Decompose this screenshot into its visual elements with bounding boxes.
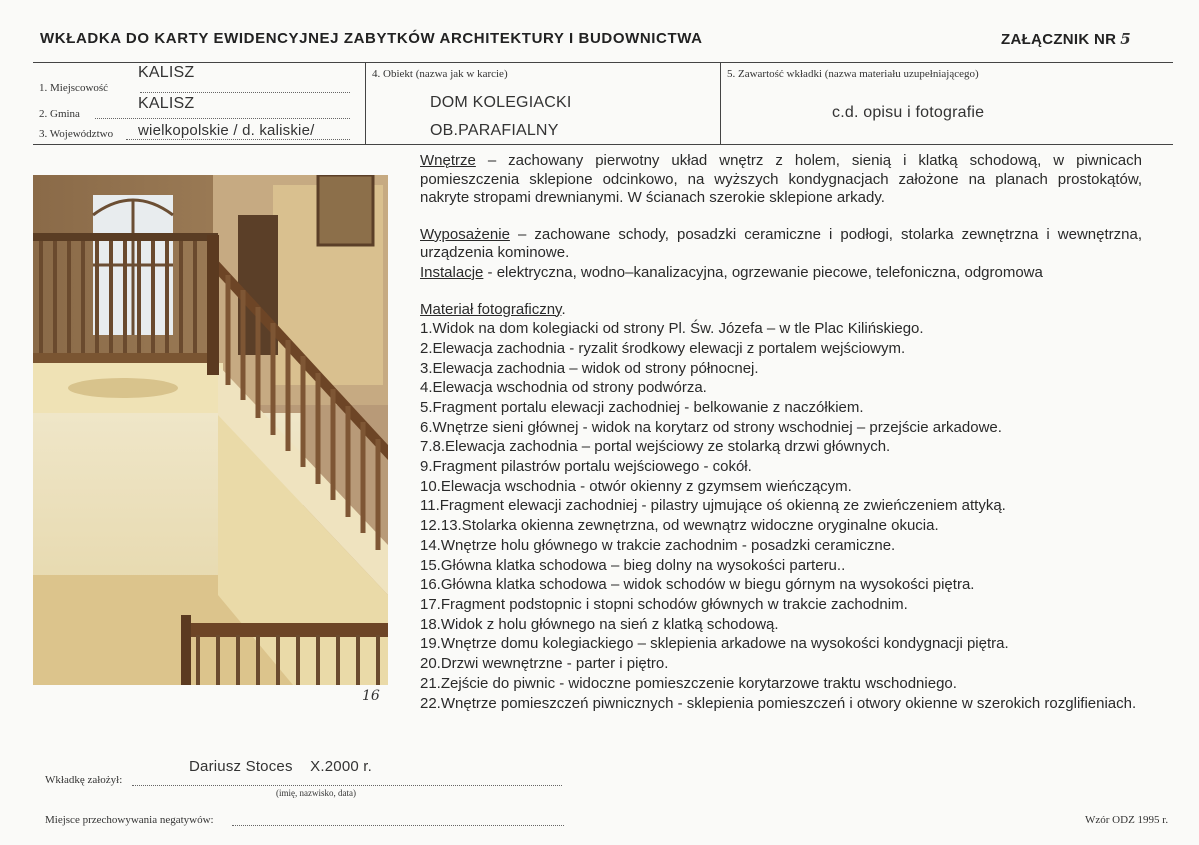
wnetrze-text: – zachowany pierwotny układ wnętrz z holem, sienią i klatką schodową, w piwnicach pomieszczenia sklepione odcinkowo, na wyższych kondygnacjach założone na planach prostokątów, nakryte stropami drewnianymi. W ścianach szerokie sklepione arkady. xyxy=(420,152,1142,207)
material-item: 3.Elewacja zachodnia – widok od strony północnej. xyxy=(420,359,759,377)
material-heading: Materiał fotograficzny. xyxy=(420,300,566,318)
wojewodztwo-dots xyxy=(126,139,350,140)
material-list xyxy=(420,319,1142,713)
material-item: 9.Fragment pilastrów portalu wejściowego - cokół. xyxy=(420,458,752,476)
material-item: 6.Wnętrze sieni głównej - widok na korytarz od strony wschodniej – przejście arkadowe. xyxy=(420,418,1002,436)
material-item: 11.Fragment elewacji zachodniej - pilastry ujmujące oś okienną ze zwieńczeniem attyką. xyxy=(420,497,1006,515)
author-date: X.2000 r. xyxy=(310,758,373,775)
header-bottom-rule xyxy=(33,144,1173,145)
material-item: 12.13.Stolarka okienna zewnętrzna, od wewnątrz widoczne oryginalne okucia. xyxy=(420,517,939,535)
material-label: Materiał fotograficzny xyxy=(420,300,562,318)
miejscowosc-dots xyxy=(140,92,350,93)
wnetrze-paragraph xyxy=(420,152,1142,208)
material-item: 22.Wnętrze pomieszczeń piwnicznych - sklepienia pomieszczeń i otwory okienne w szerokich rozglifieniach. xyxy=(420,694,1137,712)
material-item: 7.8.Elewacja zachodnia – portal wejściowy ze stolarką drzwi głównych. xyxy=(420,438,891,456)
obiekt-line1: DOM KOLEGIACKI xyxy=(430,94,572,111)
gmina-value: KALISZ xyxy=(138,95,195,112)
material-item: 15.Główna klatka schodowa – bieg dolny na wysokości parteru.. xyxy=(420,556,846,574)
wnetrze-label: Wnętrze xyxy=(420,152,476,169)
wyposazenie-text: – zachowane schody, posadzki ceramiczne i podłogi, stolarka zewnętrzna i wewnętrzna, urządzenia kominowe. xyxy=(420,225,1142,262)
attachment-label: ZAŁĄCZNIK NR xyxy=(1001,31,1117,48)
miejscowosc-value: KALISZ xyxy=(138,64,195,81)
spacer xyxy=(420,208,1142,226)
storage-dots xyxy=(232,825,564,826)
header-divider-2 xyxy=(720,62,721,144)
material-item: 2.Elewacja zachodnia - ryzalit środkowy elewacji z portalem wejściowym. xyxy=(420,339,906,357)
obiekt-line2: OB.PARAFIALNY xyxy=(430,122,559,139)
material-item: 1.Widok na dom kolegiacki od strony Pl. Św. Józefa – w tle Plac Kilińskiego. xyxy=(420,320,924,338)
material-item: 10.Elewacja wschodnia - otwór okienny z gzymsem wieńczącym. xyxy=(420,477,852,495)
miejscowosc-label: 1. Miejscowość xyxy=(39,82,109,94)
attachment-number xyxy=(1001,30,1131,48)
document-title: WKŁADKA DO KARTY EWIDENCYJNEJ ZABYTKÓW ARCHITEKTURY I BUDOWNICTWA xyxy=(40,30,703,47)
author-name: Dariusz Stoces xyxy=(189,758,293,775)
material-item: 5.Fragment portalu elewacji zachodniej - belkowanie z naczółkiem. xyxy=(420,398,864,416)
description-block xyxy=(420,152,1142,713)
wyposazenie-paragraph xyxy=(420,226,1142,263)
gmina-dots xyxy=(95,118,350,119)
wojewodztwo-label: 3. Województwo xyxy=(39,128,114,140)
template-label: Wzór ODZ 1995 r. xyxy=(1085,814,1169,826)
zawartosc-label: 5. Zawartość wkładki (nazwa materiału uzupełniającego) xyxy=(727,68,979,80)
author-dots xyxy=(132,785,562,786)
material-item: 17.Fragment podstopnic i stopni schodów głównych w trakcie zachodnim. xyxy=(420,596,908,613)
instalacje-text: - elektryczna, wodno–kanalizacyjna, ogrzewanie piecowe, telefoniczna, odgromowa xyxy=(483,263,1043,281)
material-item: 16.Główna klatka schodowa – widok schodów w biegu górnym na wysokości piętra. xyxy=(420,576,975,594)
material-item: 14.Wnętrze holu głównego w trakcie zachodnim - posadzki ceramiczne. xyxy=(420,536,896,554)
material-item: 20.Drzwi wewnętrzne - parter i piętro. xyxy=(420,655,669,673)
wyposazenie-label: Wyposażenie xyxy=(420,225,510,243)
author-value xyxy=(189,758,372,775)
attachment-number-handwritten: 5 xyxy=(1120,30,1132,48)
wojewodztwo-value: wielkopolskie / d. kaliskie/ xyxy=(138,122,315,139)
material-item: 21.Zejście do piwnic - widoczne pomieszczenie korytarzowe traktu wschodniego. xyxy=(420,674,957,692)
author-hint: (imię, nazwisko, data) xyxy=(276,788,356,798)
header-divider-1 xyxy=(365,62,366,144)
instalacje-paragraph xyxy=(420,264,1142,283)
gmina-label: 2. Gmina xyxy=(39,108,80,120)
staircase-photo xyxy=(33,175,388,685)
material-item: 4.Elewacja wschodnia od strony podwórza. xyxy=(420,379,707,397)
material-item: 18.Widok z holu głównego na sień z klatką schodową. xyxy=(420,615,779,633)
instalacje-label: Instalacje xyxy=(420,263,484,281)
author-label: Wkładkę założył: xyxy=(45,774,123,786)
obiekt-label: 4. Obiekt (nazwa jak w karcie) xyxy=(372,68,508,80)
header-top-rule xyxy=(33,62,1173,63)
spacer xyxy=(420,283,1142,301)
storage-label: Miejsce przechowywania negatywów: xyxy=(45,814,214,826)
zawartosc-value: c.d. opisu i fotografie xyxy=(832,104,985,121)
photo-number: 16 xyxy=(362,688,380,704)
material-item: 19.Wnętrze domu kolegiackiego – sklepienia arkadowe na wysokości kondygnacji piętra. xyxy=(420,635,1009,653)
